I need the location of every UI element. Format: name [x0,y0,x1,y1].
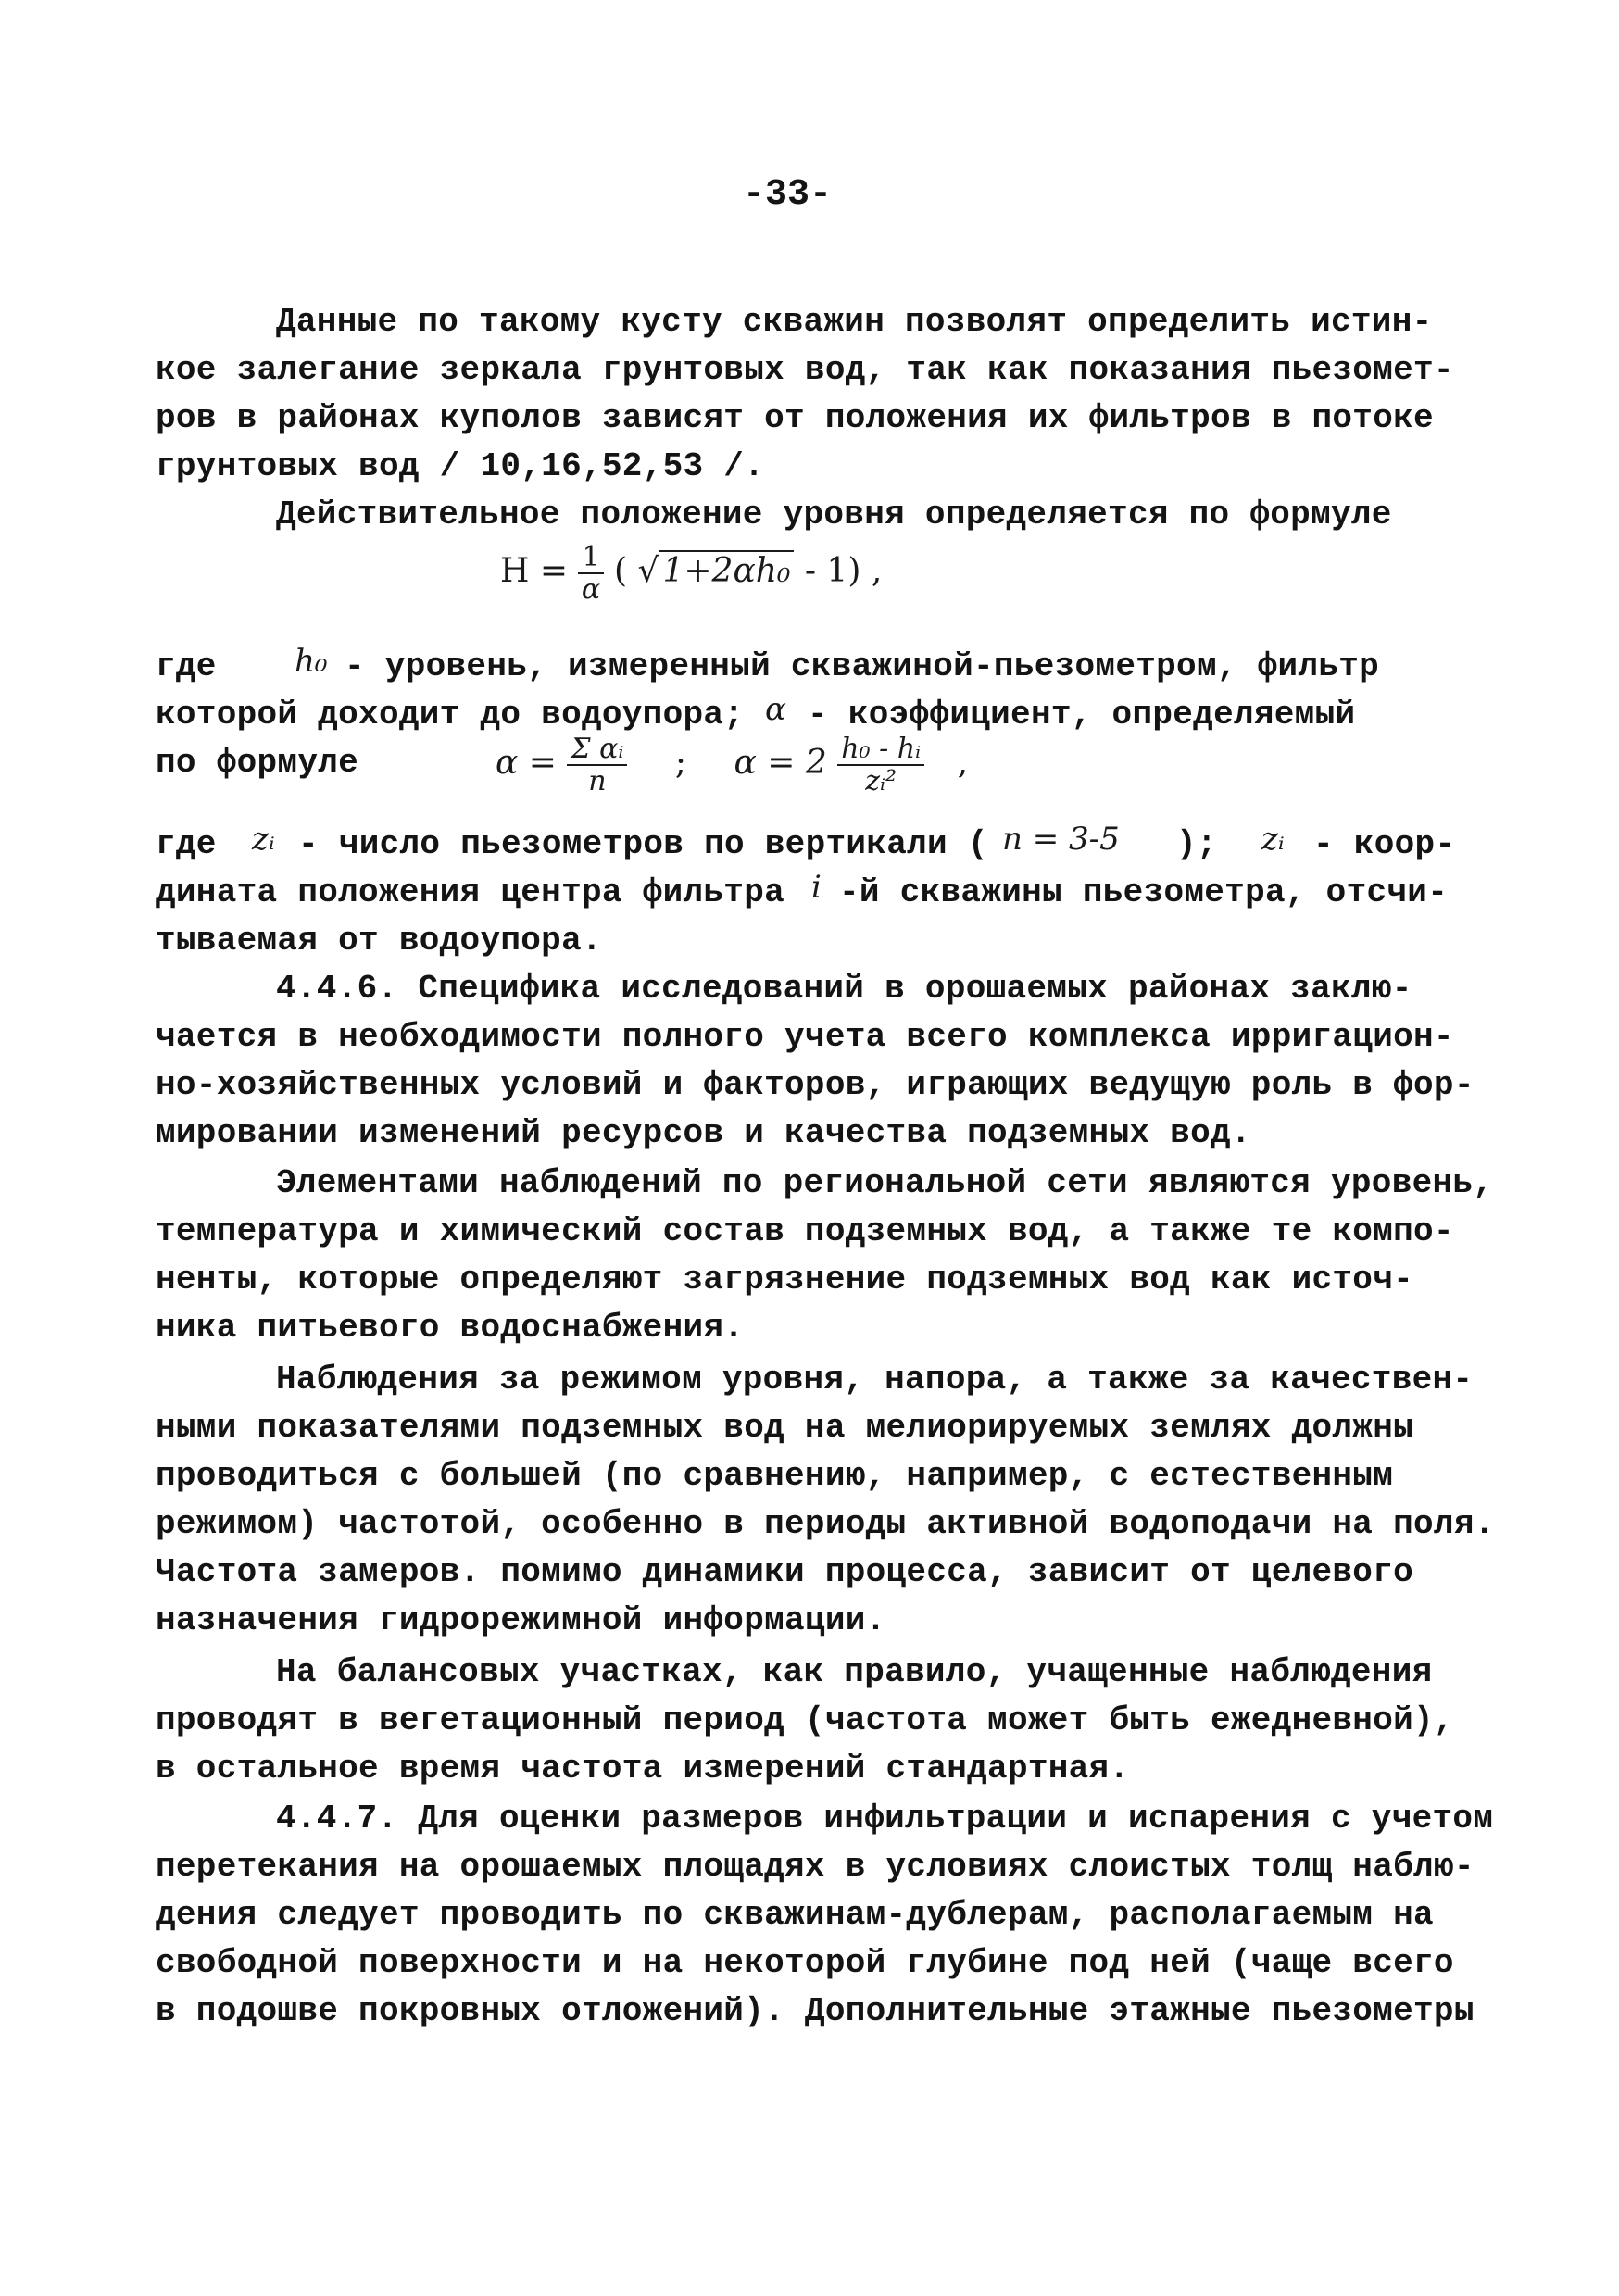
text-line: ными показателями подземных вод на мелиорируемых землях должны [156,1409,1414,1447]
text-line: ненты, которые определяют загрязнение подземных вод как источ- [156,1261,1414,1299]
fraction-denominator: n [588,765,607,797]
text-line: Данные по такому кусту скважин позволят определить истин- [276,303,1433,341]
symbol-i: i [811,869,822,906]
page-number: -33- [742,174,832,216]
text-line: - уровень, измеренный скважиной-пьезометром, фильтр [345,647,1380,685]
text-line: 4.4.6. Специфика исследований в орошаемых районах заклю- [276,970,1412,1008]
formula-h [500,542,882,605]
text-line: проводиться с большей (по сравнению, например, с естественным [156,1457,1394,1495]
symbol-zi: zᵢ [252,821,275,858]
text-line: -й скважины пьезометра, отсчи- [839,873,1449,911]
sqrt-body: 1+2αh₀ [659,550,794,590]
text-line: Частота замеров. помимо динамики процесса, зависит от целевого [156,1553,1414,1591]
text-line: в подошве покровных отложений). Дополнительные этажные пьезометры [156,1992,1475,2030]
text-line: - число пьезометров по вертикали ( [298,825,988,863]
symbol-alpha: α [765,691,786,728]
formula-end: , [957,744,969,782]
formula-b-fraction [837,734,924,797]
text-line: по формуле [156,744,359,782]
fraction-numerator: Σ αᵢ [567,734,627,766]
text-line: ров в районах куполов зависят от положения их фильтров в потоке [156,399,1434,437]
formula-alpha [496,734,968,797]
formula-lhs: H = [500,552,569,590]
text-line: ника питьевого водоснабжения. [156,1309,745,1347]
text-line: которой доходит до водоупора; [156,696,745,734]
text-line: 4.4.7. Для оценки размеров инфильтрации и испарения с учетом [276,1800,1494,1838]
text-line: проводят в вегетационный период (частота может быть ежедневной), [156,1701,1454,1739]
symbol-n-range: n = 3-5 [1002,821,1120,858]
text-line: грунтовых вод / 10,16,52,53 /. [156,447,765,485]
text-line: - коэффициент, определяемый [808,696,1356,734]
text-line: в остальное время частота измерений стандартная. [156,1750,1130,1788]
symbol-h0: h₀ [295,643,328,680]
formula-tail: - 1) , [804,552,883,590]
text-line: где [156,647,217,685]
text-line: дения следует проводить по скважинам-дублерам, располагаемым на [156,1896,1434,1934]
formula-a-lhs: α = [496,744,557,782]
formula-open-paren: ( [614,552,628,590]
text-line: но-хозяйственных условий и факторов, играющих ведущую роль в фор- [156,1066,1475,1104]
formula-b-lhs: α = 2 [734,744,827,782]
text-line: На балансовых участках, как правило, учащенные наблюдения [276,1653,1433,1691]
text-line: кое залегание зеркала грунтовых вод, так как показания пьезомет- [156,351,1454,389]
text-line: где [156,825,217,863]
text-line: Наблюдения за режимом уровня, напора, а также за качествен- [276,1361,1474,1399]
text-line: тываемая от водоупора. [156,922,602,960]
fraction-numerator: h₀ - hᵢ [837,734,924,766]
text-line: Действительное положение уровня определяется по формуле [276,496,1392,533]
text-line: ); [1176,825,1217,863]
text-line: температура и химический состав подземных вод, а также те компо- [156,1212,1454,1250]
symbol-zi: zᵢ [1261,821,1285,858]
formula-separator: ; [674,744,687,782]
formula-fraction [578,542,603,605]
text-line: чается в необходимости полного учета всего комплекса ирригацион- [156,1018,1454,1056]
fraction-numerator: 1 [578,542,603,574]
text-line: Элементами наблюдений по региональной сети являются уровень, [276,1164,1494,1202]
text-line: дината положения центра фильтра [156,873,785,911]
text-line: режимом) частотой, особенно в периоды активной водоподачи на поля. [156,1505,1495,1543]
fraction-denominator: zᵢ² [865,765,897,797]
text-line: назначения гидрорежимной информации. [156,1601,886,1639]
text-line: свободной поверхности и на некоторой глубине под ней (чаще всего [156,1944,1454,1982]
sqrt-symbol: √ [637,552,659,590]
text-line: перетекания на орошаемых площадях в условиях слоистых толщ наблю- [156,1848,1475,1886]
text-line: - коор- [1313,825,1456,863]
fraction-denominator: α [581,573,601,606]
text-line: мировании изменений ресурсов и качества подземных вод. [156,1114,1251,1152]
formula-a-fraction [567,734,627,797]
